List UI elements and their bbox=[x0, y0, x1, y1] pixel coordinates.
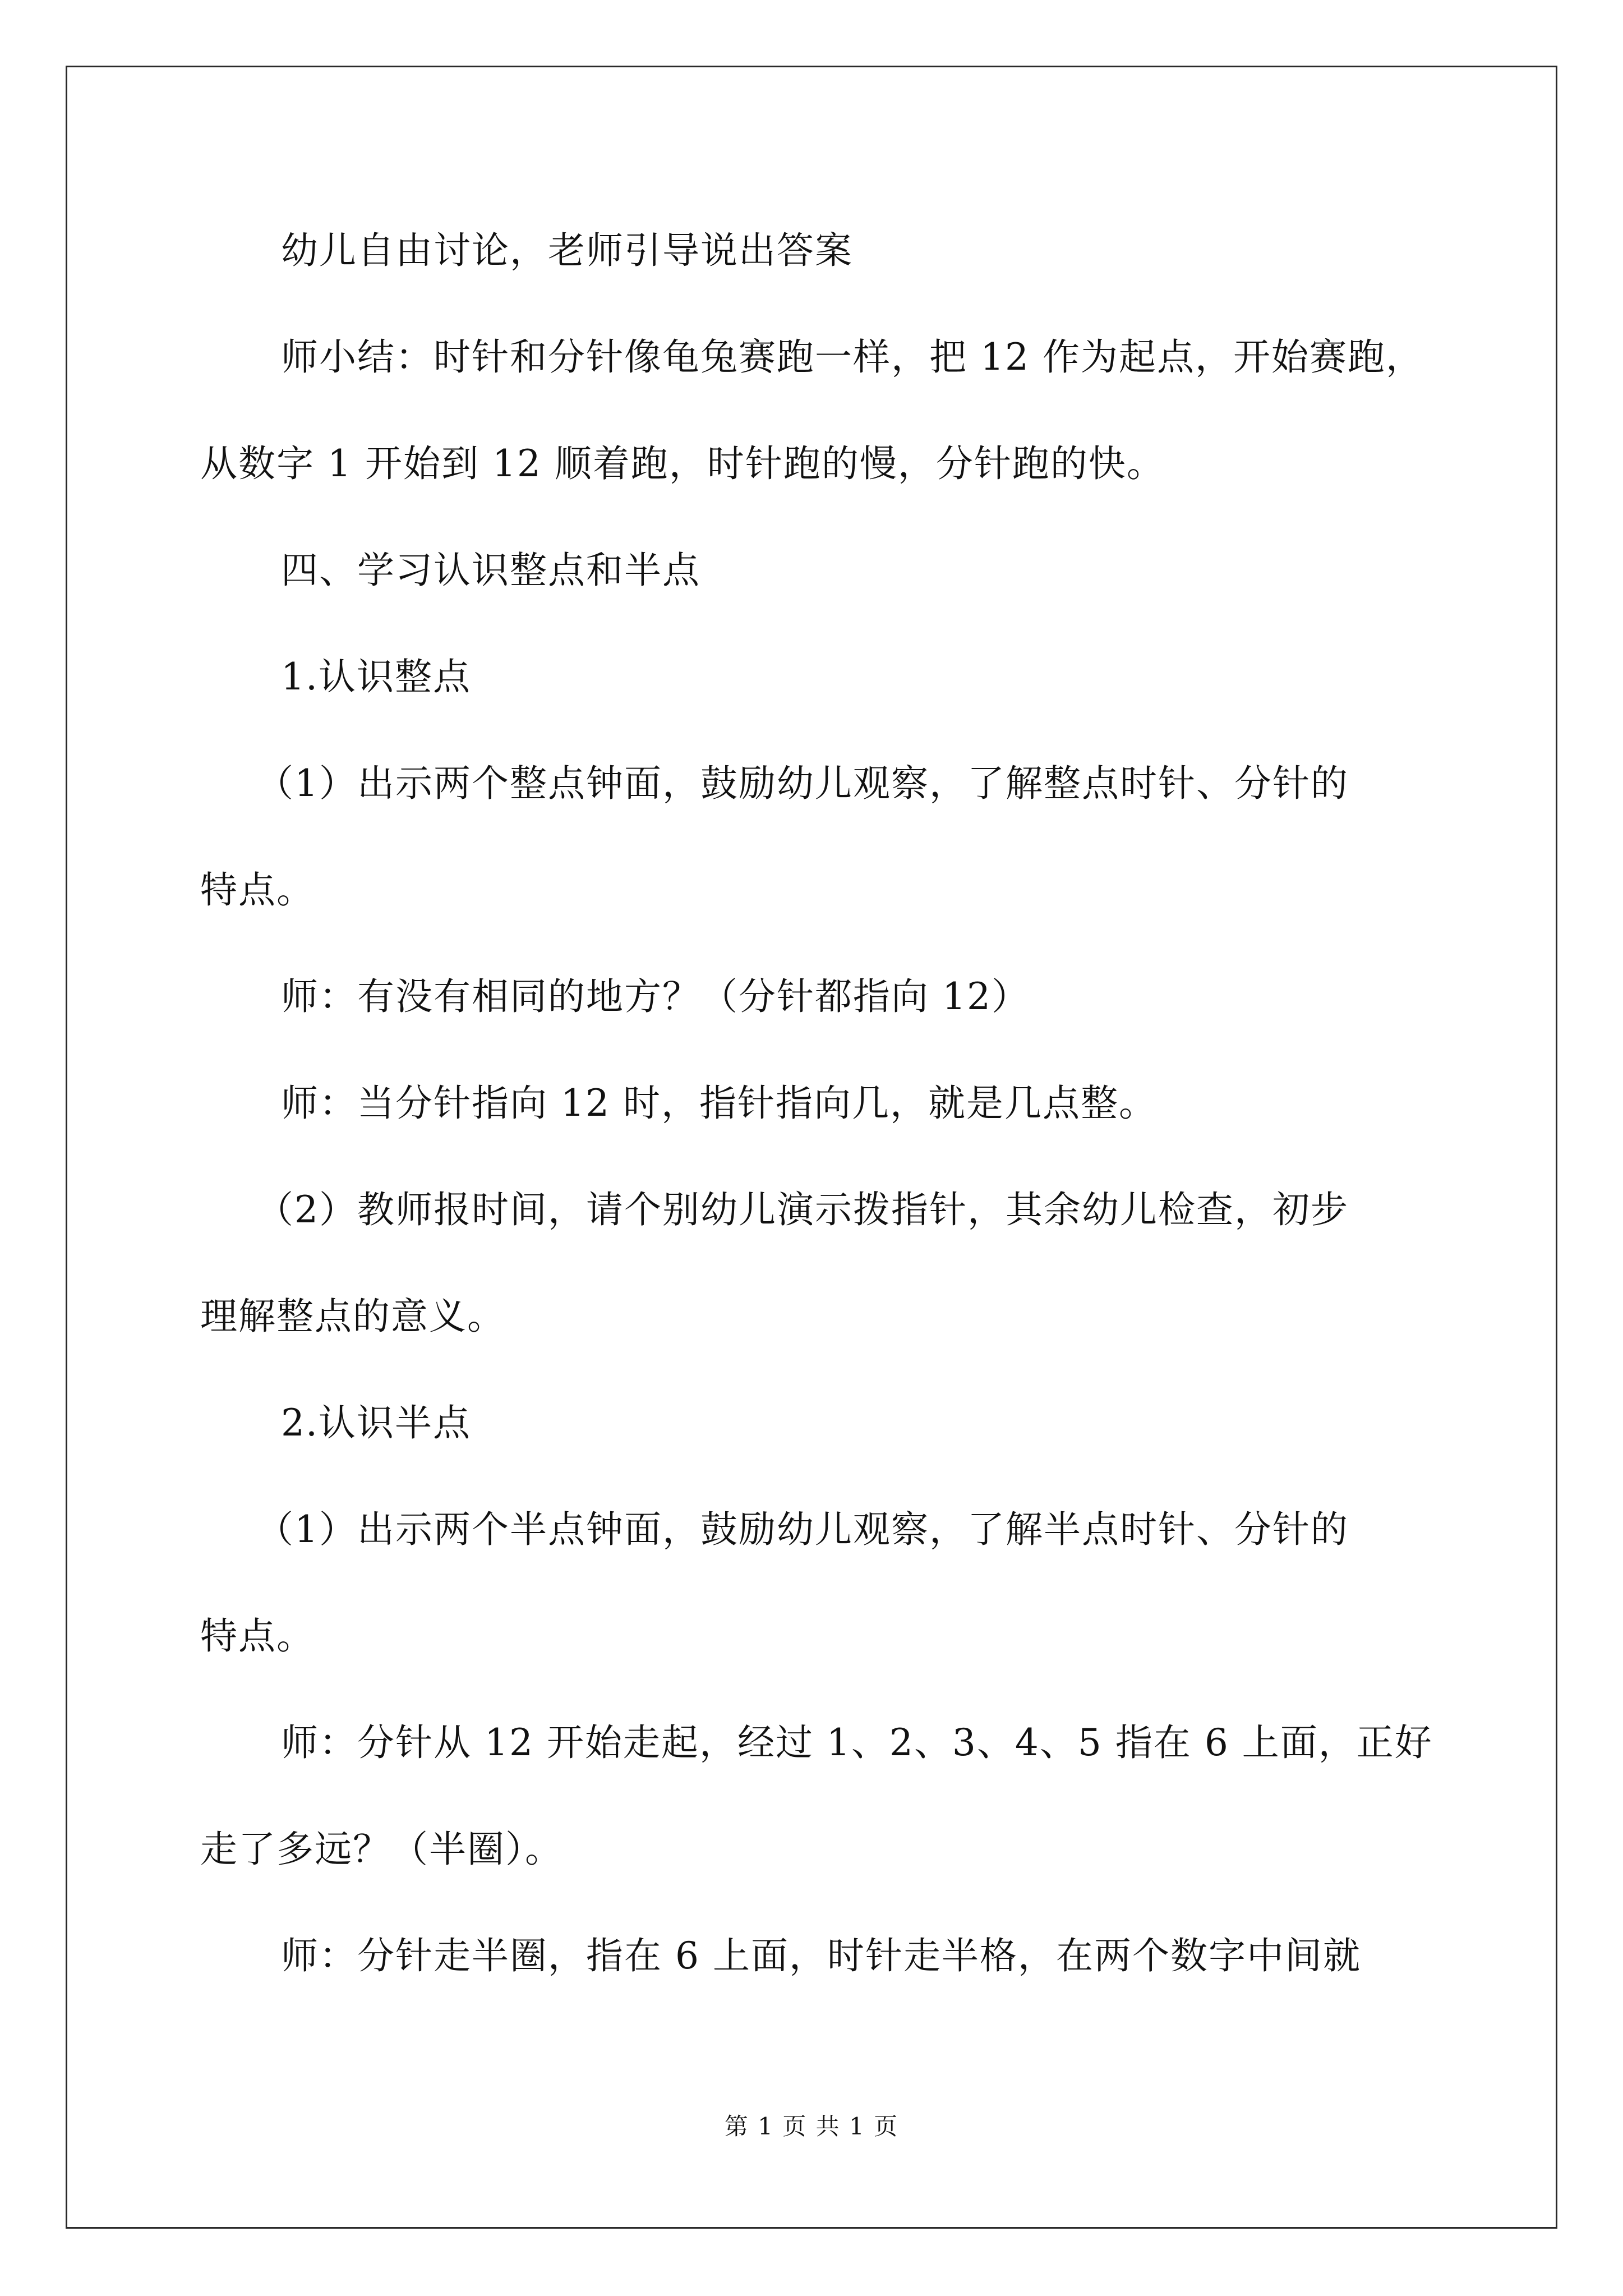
paragraph-line: 走了多远？（半圈）。 bbox=[200, 1828, 563, 1871]
paragraph-line: （1）出示两个整点钟面，鼓励幼儿观察，了解整点时针、分针的 bbox=[256, 762, 1349, 805]
paragraph-line: 师小结：时针和分针像龟兔赛跑一样，把 12 作为起点，开始赛跑， bbox=[281, 335, 1424, 379]
subsection-heading: 2.认识半点 bbox=[281, 1401, 471, 1444]
paragraph-line: 师：分针从 12 开始走起，经过 1、2、3、4、5 指在 6 上面，正好 bbox=[281, 1721, 1433, 1764]
page-frame bbox=[66, 66, 1557, 2229]
page-number-footer: 第 1 页 共 1 页 bbox=[724, 2113, 899, 2140]
paragraph-line: （1）出示两个半点钟面，鼓励幼儿观察，了解半点时针、分针的 bbox=[256, 1508, 1349, 1551]
section-heading: 四、学习认识整点和半点 bbox=[281, 549, 700, 592]
paragraph-line: 理解整点的意义。 bbox=[200, 1295, 505, 1338]
paragraph-line: 师：分针走半圈，指在 6 上面，时针走半格，在两个数字中间就 bbox=[281, 1934, 1361, 1977]
paragraph-line: 特点。 bbox=[200, 1614, 315, 1658]
paragraph-line: （2）教师报时间，请个别幼儿演示拨指针，其余幼儿检查，初步 bbox=[256, 1188, 1349, 1231]
paragraph-line: 师：有没有相同的地方？（分针都指向 12） bbox=[281, 975, 1030, 1018]
paragraph-line: 特点。 bbox=[200, 868, 315, 912]
paragraph-line: 师：当分针指向 12 时，指针指向几，就是几点整。 bbox=[281, 1082, 1157, 1125]
subsection-heading: 1.认识整点 bbox=[281, 655, 471, 698]
paragraph-line: 幼儿自由讨论，老师引导说出答案 bbox=[281, 229, 853, 272]
paragraph-line: 从数字 1 开始到 12 顺着跑，时针跑的慢，分针跑的快。 bbox=[200, 442, 1165, 485]
